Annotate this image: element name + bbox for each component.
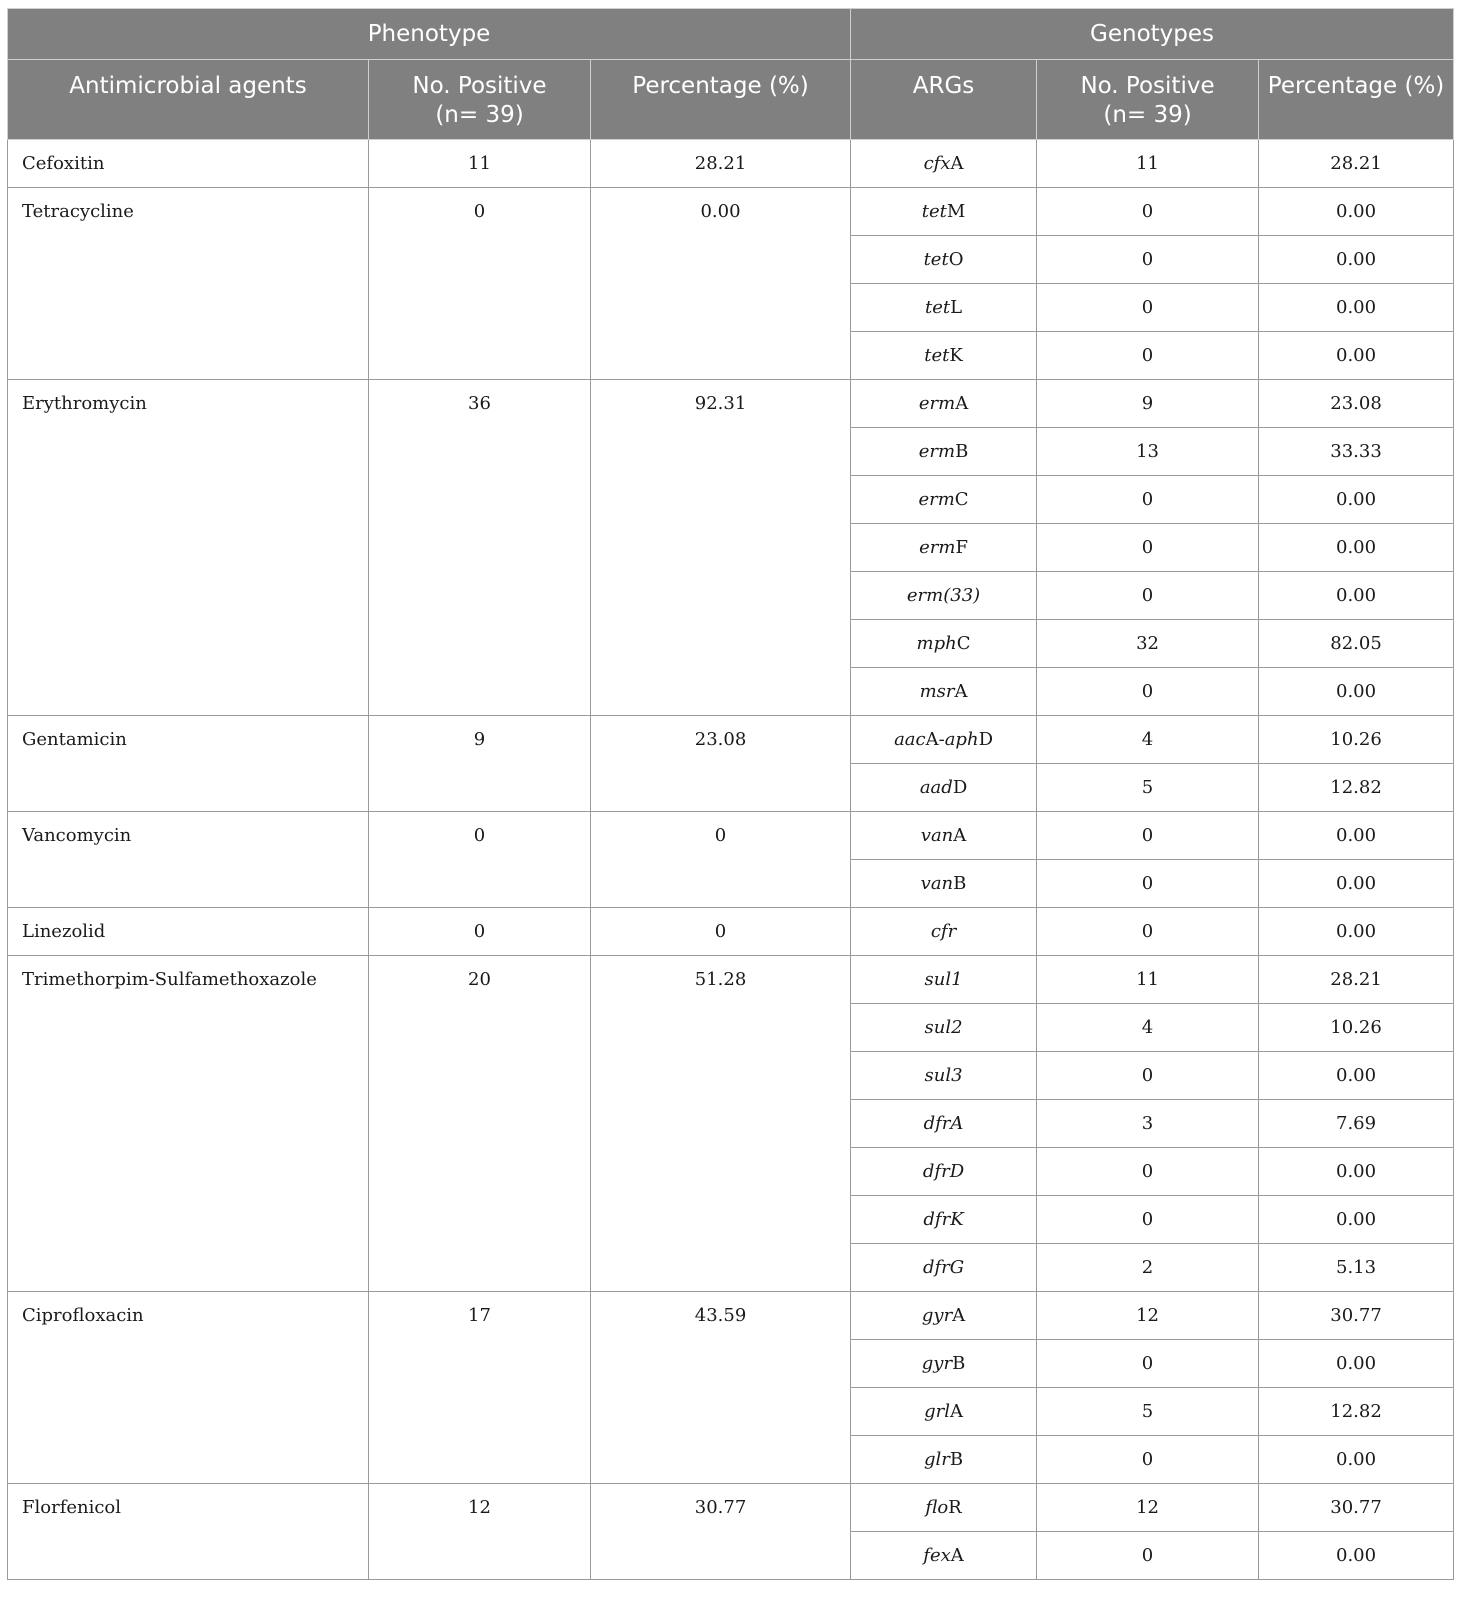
geno-positive-label: No. Positive — [1080, 73, 1215, 99]
arg-gene-part: tet — [923, 249, 949, 270]
genotype-positive-cell: 11 — [1037, 956, 1259, 1004]
genotype-positive-cell: 0 — [1037, 188, 1259, 236]
table-row — [8, 140, 1454, 188]
arg-gene-cell — [851, 1532, 1037, 1580]
arg-gene-cell — [851, 236, 1037, 284]
phenotype-positive-cell: 17 — [369, 1292, 591, 1484]
genotype-percentage-cell: 5.13 — [1259, 1244, 1454, 1292]
genotype-percentage-cell: 0.00 — [1259, 476, 1454, 524]
agent-cell: Florfenicol — [8, 1484, 369, 1580]
arg-gene-part: B — [949, 1449, 964, 1470]
phenotype-positive-cell: 36 — [369, 380, 591, 716]
agent-cell: Cefoxitin — [8, 140, 369, 188]
arg-gene-part: dfrA — [923, 1113, 964, 1134]
genotype-percentage-cell: 0.00 — [1259, 1052, 1454, 1100]
pheno-positive-n: (n= 39) — [435, 102, 524, 128]
genotype-percentage-cell: 0.00 — [1259, 860, 1454, 908]
genotype-percentage-cell: 10.26 — [1259, 1004, 1454, 1052]
phenotype-positive-cell: 20 — [369, 956, 591, 1292]
genotype-percentage-cell: 12.82 — [1259, 1388, 1454, 1436]
arg-gene-cell — [851, 380, 1037, 428]
arg-gene-part: C — [956, 633, 971, 654]
arg-gene-part: fex — [923, 1545, 951, 1566]
arg-gene-part: van — [920, 825, 954, 846]
genotype-positive-cell: 5 — [1037, 1388, 1259, 1436]
agent-cell: Erythromycin — [8, 380, 369, 716]
table-row — [8, 716, 1454, 764]
phenotype-percentage-cell: 28.21 — [591, 140, 851, 188]
arg-gene-part: aph — [944, 729, 979, 750]
phenotype-percentage-cell: 30.77 — [591, 1484, 851, 1580]
genotype-percentage-cell: 0.00 — [1259, 1436, 1454, 1484]
arg-gene-part: erm — [919, 537, 956, 558]
genotype-positive-cell: 0 — [1037, 668, 1259, 716]
arg-gene-part: erm(33) — [906, 585, 981, 606]
genotype-percentage-cell: 0.00 — [1259, 1196, 1454, 1244]
arg-gene-part: A — [953, 825, 967, 846]
genotype-percentage-cell: 0.00 — [1259, 332, 1454, 380]
agent-cell: Gentamicin — [8, 716, 369, 812]
arg-gene-cell — [851, 716, 1037, 764]
genotype-percentage-cell: 30.77 — [1259, 1484, 1454, 1532]
agent-cell: Linezolid — [8, 908, 369, 956]
phenotype-positive-cell: 9 — [369, 716, 591, 812]
arg-gene-part: B — [955, 441, 969, 462]
arg-gene-part: F — [955, 537, 968, 558]
phenotype-positive-cell: 0 — [369, 812, 591, 908]
arg-gene-part: sul3 — [924, 1065, 963, 1086]
phenotype-percentage-cell: 0.00 — [591, 188, 851, 380]
genotype-percentage-cell: 0.00 — [1259, 524, 1454, 572]
geno-positive-column-header — [1037, 60, 1259, 140]
phenotype-percentage-cell: 43.59 — [591, 1292, 851, 1484]
genotype-positive-cell: 13 — [1037, 428, 1259, 476]
arg-gene-part: A — [949, 1401, 963, 1422]
genotype-percentage-cell: 23.08 — [1259, 380, 1454, 428]
genotype-percentage-cell: 33.33 — [1259, 428, 1454, 476]
phenotype-percentage-cell: 0 — [591, 812, 851, 908]
arg-gene-part: D — [952, 777, 968, 798]
phenotype-percentage-cell: 92.31 — [591, 380, 851, 716]
arg-gene-part: glr — [923, 1449, 950, 1470]
genotype-percentage-cell: 30.77 — [1259, 1292, 1454, 1340]
genotype-percentage-cell: 0.00 — [1259, 284, 1454, 332]
arg-gene-part: mph — [916, 633, 957, 654]
arg-gene-cell — [851, 860, 1037, 908]
arg-gene-cell — [851, 284, 1037, 332]
genotype-positive-cell: 0 — [1037, 860, 1259, 908]
genotype-positive-cell: 12 — [1037, 1484, 1259, 1532]
genotype-positive-cell: 0 — [1037, 1148, 1259, 1196]
arg-gene-part: gyr — [921, 1353, 953, 1374]
genotype-percentage-cell: 0.00 — [1259, 1532, 1454, 1580]
genotype-percentage-cell: 7.69 — [1259, 1100, 1454, 1148]
pheno-percentage-column-header: Percentage (%) — [591, 60, 851, 140]
arg-gene-part: cfx — [923, 153, 951, 174]
phenotype-positive-cell: 0 — [369, 908, 591, 956]
arg-gene-part: D — [978, 729, 993, 750]
arg-gene-part: M — [946, 201, 966, 222]
genotype-percentage-cell: 0.00 — [1259, 236, 1454, 284]
genotype-positive-cell: 11 — [1037, 140, 1259, 188]
arg-gene-part: flo — [925, 1497, 949, 1518]
agents-column-header: Antimicrobial agents — [8, 60, 369, 140]
genotypes-header: Genotypes — [851, 9, 1454, 60]
arg-gene-part: gyr — [921, 1305, 953, 1326]
table-body — [8, 140, 1454, 1580]
phenotype-percentage-cell: 51.28 — [591, 956, 851, 1292]
arg-gene-part: aad — [919, 777, 953, 798]
arg-gene-part: aac — [894, 729, 926, 750]
arg-gene-cell — [851, 668, 1037, 716]
genotype-positive-cell: 0 — [1037, 524, 1259, 572]
arg-gene-cell — [851, 1004, 1037, 1052]
arg-gene-part: O — [948, 249, 964, 270]
genotype-positive-cell: 9 — [1037, 380, 1259, 428]
arg-gene-part: sul2 — [924, 1017, 963, 1038]
table-row — [8, 380, 1454, 428]
arg-gene-cell — [851, 1388, 1037, 1436]
arg-gene-part: A — [950, 153, 964, 174]
genotype-percentage-cell: 0.00 — [1259, 1148, 1454, 1196]
genotype-percentage-cell: 0.00 — [1259, 668, 1454, 716]
arg-gene-cell — [851, 332, 1037, 380]
arg-gene-cell — [851, 140, 1037, 188]
pheno-positive-label: No. Positive — [412, 73, 547, 99]
table-row — [8, 908, 1454, 956]
phenotype-percentage-cell: 0 — [591, 908, 851, 956]
arg-gene-cell — [851, 1436, 1037, 1484]
geno-percentage-column-header: Percentage (%) — [1259, 60, 1454, 140]
arg-gene-part: B — [953, 873, 967, 894]
arg-gene-part: L — [950, 297, 963, 318]
args-column-header: ARGs — [851, 60, 1037, 140]
phenotype-positive-cell: 12 — [369, 1484, 591, 1580]
arg-gene-part: tet — [924, 297, 951, 318]
genotype-percentage-cell: 28.21 — [1259, 140, 1454, 188]
arg-gene-cell — [851, 572, 1037, 620]
genotype-percentage-cell: 0.00 — [1259, 1340, 1454, 1388]
arg-gene-cell — [851, 1052, 1037, 1100]
arg-gene-part: erm — [918, 393, 956, 414]
table-row — [8, 1484, 1454, 1532]
genotype-percentage-cell: 0.00 — [1259, 572, 1454, 620]
arg-gene-part: dfrD — [922, 1161, 965, 1182]
arg-gene-cell — [851, 428, 1037, 476]
arg-gene-cell — [851, 620, 1037, 668]
arg-gene-part: A — [955, 393, 969, 414]
arg-gene-cell — [851, 524, 1037, 572]
genotype-positive-cell: 0 — [1037, 1196, 1259, 1244]
arg-gene-cell — [851, 1340, 1037, 1388]
arg-gene-part: K — [949, 345, 963, 366]
arg-gene-cell — [851, 812, 1037, 860]
arg-gene-part: erm — [918, 489, 955, 510]
genotype-positive-cell: 0 — [1037, 908, 1259, 956]
arg-gene-cell — [851, 1148, 1037, 1196]
arg-gene-part: R — [948, 1497, 962, 1518]
genotype-positive-cell: 0 — [1037, 812, 1259, 860]
arg-gene-part: B — [952, 1353, 966, 1374]
arg-gene-cell — [851, 764, 1037, 812]
table-row — [8, 1292, 1454, 1340]
genotype-percentage-cell: 0.00 — [1259, 908, 1454, 956]
genotype-positive-cell: 0 — [1037, 1436, 1259, 1484]
arg-table — [7, 8, 1454, 1580]
genotype-positive-cell: 4 — [1037, 1004, 1259, 1052]
genotype-positive-cell: 0 — [1037, 1052, 1259, 1100]
arg-gene-cell — [851, 1244, 1037, 1292]
genotype-positive-cell: 0 — [1037, 284, 1259, 332]
genotype-positive-cell: 0 — [1037, 572, 1259, 620]
agent-cell: Tetracycline — [8, 188, 369, 380]
agent-cell: Trimethorpim-Sulfamethoxazole — [8, 956, 369, 1292]
arg-gene-part: grl — [924, 1401, 950, 1422]
agent-cell: Ciprofloxacin — [8, 1292, 369, 1484]
agent-cell: Vancomycin — [8, 812, 369, 908]
genotype-positive-cell: 12 — [1037, 1292, 1259, 1340]
geno-positive-n: (n= 39) — [1103, 102, 1192, 128]
arg-gene-part: van — [920, 873, 954, 894]
arg-gene-cell — [851, 476, 1037, 524]
genotype-percentage-cell: 12.82 — [1259, 764, 1454, 812]
arg-gene-part: tet — [921, 201, 947, 222]
phenotype-positive-cell: 11 — [369, 140, 591, 188]
table-row — [8, 956, 1454, 1004]
table-row — [8, 812, 1454, 860]
phenotype-percentage-cell: 23.08 — [591, 716, 851, 812]
arg-gene-part: A — [950, 1545, 964, 1566]
genotype-percentage-cell: 0.00 — [1259, 188, 1454, 236]
genotype-positive-cell: 2 — [1037, 1244, 1259, 1292]
arg-gene-cell — [851, 908, 1037, 956]
genotype-positive-cell: 3 — [1037, 1100, 1259, 1148]
arg-gene-part: msr — [919, 681, 955, 702]
genotype-positive-cell: 0 — [1037, 236, 1259, 284]
arg-gene-part: A- — [925, 729, 945, 750]
arg-gene-cell — [851, 1100, 1037, 1148]
table-row — [8, 188, 1454, 236]
genotype-percentage-cell: 82.05 — [1259, 620, 1454, 668]
arg-gene-part: C — [954, 489, 969, 510]
genotype-positive-cell: 0 — [1037, 476, 1259, 524]
arg-gene-cell — [851, 956, 1037, 1004]
arg-gene-part: A — [954, 681, 968, 702]
genotype-percentage-cell: 28.21 — [1259, 956, 1454, 1004]
arg-gene-cell — [851, 1484, 1037, 1532]
genotype-positive-cell: 0 — [1037, 1340, 1259, 1388]
arg-gene-cell — [851, 1292, 1037, 1340]
arg-gene-part: dfrG — [922, 1257, 965, 1278]
arg-gene-part: dfrK — [923, 1209, 964, 1230]
arg-gene-part: A — [952, 1305, 966, 1326]
genotype-positive-cell: 0 — [1037, 332, 1259, 380]
arg-gene-part: cfr — [930, 921, 957, 942]
phenotype-header: Phenotype — [8, 9, 851, 60]
arg-gene-cell — [851, 1196, 1037, 1244]
genotype-positive-cell: 32 — [1037, 620, 1259, 668]
arg-gene-part: tet — [924, 345, 950, 366]
arg-gene-cell — [851, 188, 1037, 236]
arg-gene-part: erm — [918, 441, 956, 462]
phenotype-positive-cell: 0 — [369, 188, 591, 380]
genotype-positive-cell: 0 — [1037, 1532, 1259, 1580]
pheno-positive-column-header — [369, 60, 591, 140]
arg-gene-part: sul1 — [924, 969, 963, 990]
genotype-positive-cell: 5 — [1037, 764, 1259, 812]
genotype-percentage-cell: 10.26 — [1259, 716, 1454, 764]
genotype-percentage-cell: 0.00 — [1259, 812, 1454, 860]
genotype-positive-cell: 4 — [1037, 716, 1259, 764]
